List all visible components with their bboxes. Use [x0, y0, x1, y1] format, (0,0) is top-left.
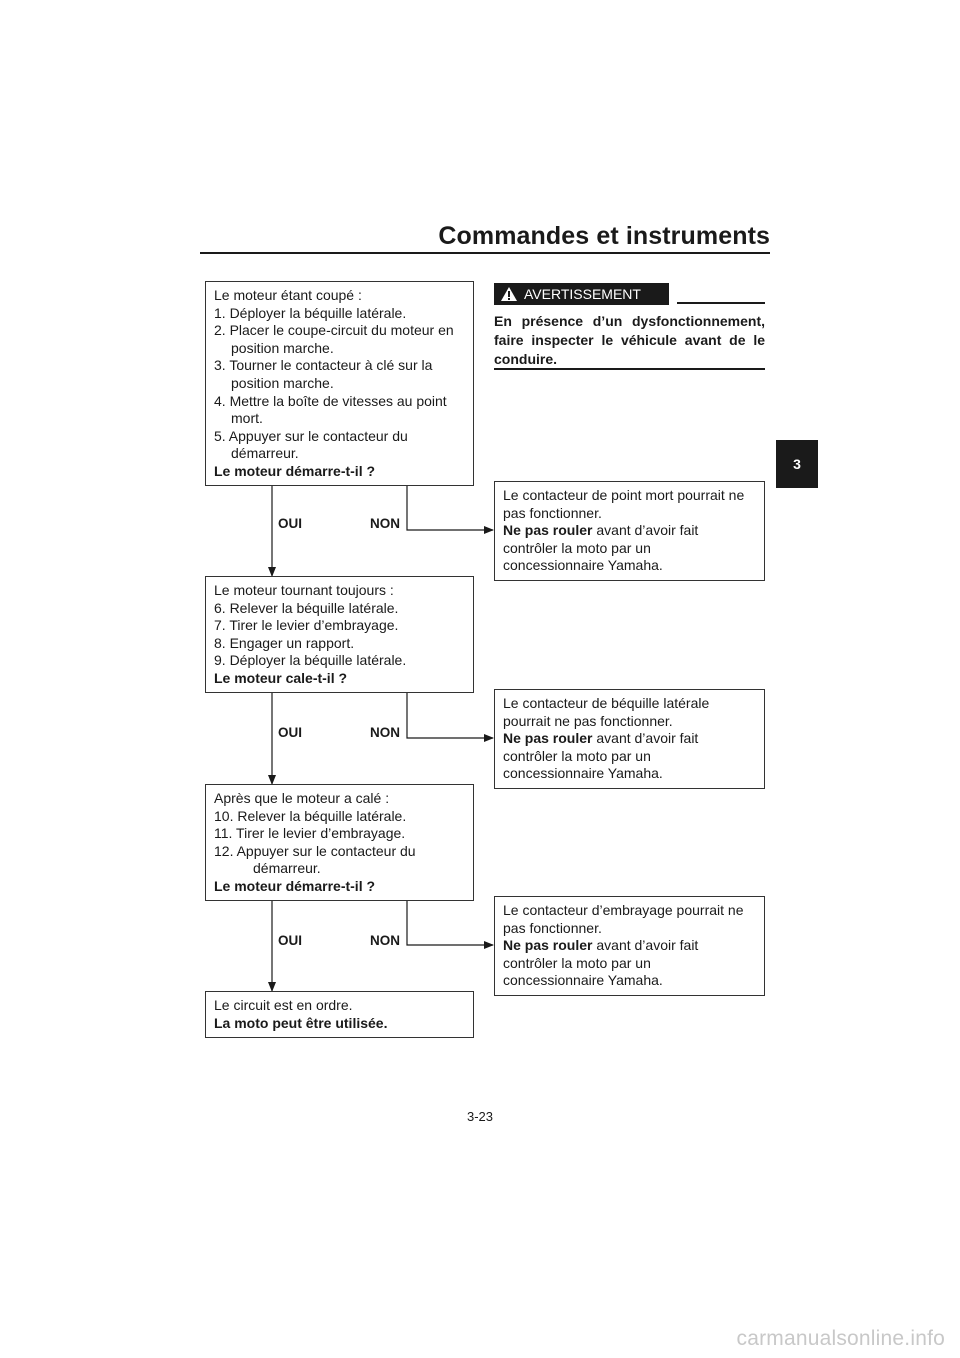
step3-intro: Après que le moteur a calé : — [214, 790, 390, 806]
no-arrow-3 — [407, 900, 493, 945]
result3-rest: avant d’avoir fait — [592, 937, 699, 954]
result1-line-2: pas fonctionner. — [503, 504, 602, 521]
warning-badge — [494, 283, 669, 305]
chapter-tab: 3 — [776, 440, 818, 488]
step-box-2 — [205, 576, 474, 693]
warning-badge-label: AVERTISSEMENT — [524, 286, 641, 302]
result1-line-1: Le contacteur de point mort pourrait ne — [503, 487, 745, 503]
result3-line-2: pas fonctionner. — [503, 919, 602, 936]
result1-line-5: concessionnaire Yamaha. — [503, 557, 663, 574]
result2-line-5: concessionnaire Yamaha. — [503, 765, 663, 782]
step3-item-10: 10. Relever la béquille latérale. — [214, 807, 407, 824]
yes-label-3: OUI — [278, 933, 303, 948]
result3-line-1: Le contacteur d’embrayage pourrait ne — [503, 902, 744, 918]
result1-bold: Ne pas rouler — [503, 522, 593, 539]
warning-triangle-icon — [494, 286, 524, 302]
step1-item-5: 5. Appuyer sur le contacteur du — [214, 427, 408, 444]
yes-label-2: OUI — [278, 725, 303, 740]
result2-line-1: Le contacteur de béquille latérale — [503, 695, 710, 711]
step1-item-2-cont: position marche. — [231, 339, 334, 356]
page-number: 3-23 — [466, 1109, 494, 1124]
result2-rest: avant d’avoir fait — [592, 730, 699, 747]
step-box-3 — [205, 784, 474, 901]
step3-item-12-cont: démarreur. — [253, 860, 321, 877]
step4-conclusion: La moto peut être utilisée. — [214, 1014, 388, 1031]
result2-line-4: contrôler la moto par un — [503, 747, 651, 764]
step2-intro: Le moteur tournant toujours : — [214, 582, 394, 598]
result3-line-5: concessionnaire Yamaha. — [503, 972, 663, 989]
step4-text: Le circuit est en ordre. — [214, 997, 353, 1013]
result-box-1 — [494, 481, 765, 581]
step-box-4 — [205, 991, 474, 1038]
step2-question: Le moteur cale-t-il ? — [214, 669, 348, 686]
no-arrow-2 — [407, 692, 493, 738]
step-box-1 — [205, 281, 474, 486]
step1-item-5-cont: démarreur. — [231, 445, 299, 462]
no-arrow-1 — [407, 485, 493, 530]
step1-item-2: 2. Placer le coupe-circuit du moteur en — [214, 322, 454, 339]
no-label-3: NON — [370, 933, 400, 948]
step1-item-4: 4. Mettre la boîte de vitesses au point — [214, 392, 447, 409]
step1-question: Le moteur démarre-t-il ? — [214, 462, 376, 479]
step3-item-11: 11. Tirer le levier d’embrayage. — [214, 825, 406, 842]
step3-item-12: 12. Appuyer sur le contacteur du — [214, 842, 416, 859]
result2-line-2: pourrait ne pas fonctionner. — [503, 712, 673, 729]
warning-top-rule — [677, 302, 765, 304]
warning-text: En présence d’un dysfonctionnement, faire inspecter le véhicule avant de le conduire. — [494, 313, 765, 367]
result3-bold: Ne pas rouler — [503, 937, 593, 954]
result-box-2 — [494, 689, 765, 789]
result-box-3 — [494, 896, 765, 996]
step1-item-1: 1. Déployer la béquille latérale. — [214, 304, 407, 321]
warning-bottom-rule — [494, 368, 765, 370]
step2-item-7: 7. Tirer le levier d’embrayage. — [214, 617, 399, 634]
step1-item-4-cont: mort. — [231, 410, 263, 427]
step1-intro: Le moteur étant coupé : — [214, 287, 362, 303]
no-label-2: NON — [370, 725, 400, 740]
step2-item-9: 9. Déployer la béquille latérale. — [214, 652, 407, 669]
result3-line-4: contrôler la moto par un — [503, 954, 651, 971]
yes-label-1: OUI — [278, 516, 303, 531]
step2-item-8: 8. Engager un rapport. — [214, 634, 355, 651]
step2-item-6: 6. Relever la béquille latérale. — [214, 599, 399, 616]
step1-item-3-cont: position marche. — [231, 374, 334, 391]
step1-item-3: 3. Tourner le contacteur à clé sur la — [214, 357, 433, 374]
step3-question: Le moteur démarre-t-il ? — [214, 877, 376, 894]
no-label-1: NON — [370, 516, 400, 531]
page-title: Commandes et instruments — [438, 222, 770, 250]
result1-line-4: contrôler la moto par un — [503, 539, 651, 556]
watermark: carmanualsonline.info — [736, 1327, 945, 1350]
result2-bold: Ne pas rouler — [503, 730, 593, 747]
result1-rest: avant d’avoir fait — [592, 522, 699, 539]
